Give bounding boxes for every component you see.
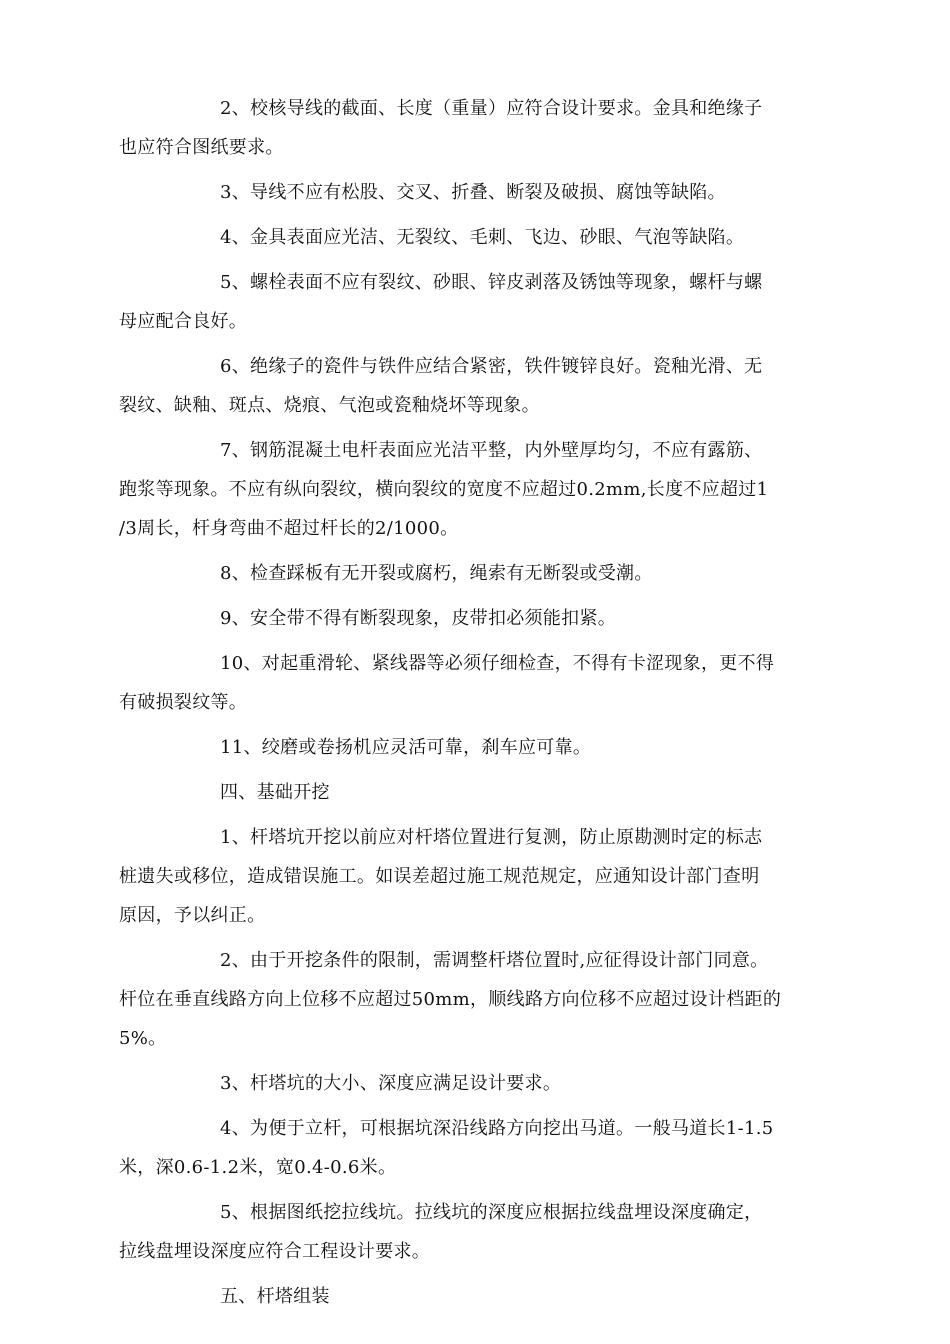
paragraph-item-10-pulley (119, 644, 839, 722)
paragraph-line: 3、杆塔坑的大小、深度应满足设计要求。 (220, 1073, 562, 1094)
paragraph-excavation-4-ramp (119, 1109, 839, 1187)
paragraph-line: 有破损裂纹等。 (119, 692, 248, 713)
paragraph-item-7-concrete-pole (119, 431, 839, 548)
paragraph-line: 5、螺栓表面不应有裂纹、砂眼、锌皮剥落及锈蚀等现象，螺杆与螺 (220, 272, 763, 293)
paragraph-line: 8、检查踩板有无开裂或腐朽，绳索有无断裂或受潮。 (220, 563, 653, 584)
paragraph-excavation-5-guy-pit (119, 1193, 839, 1271)
paragraph-item-9-safety-belt (119, 599, 839, 638)
section-heading-foundation-excavation (119, 773, 839, 812)
paragraph-item-11-winch (119, 728, 839, 767)
paragraph-line: 11、绞磨或卷扬机应灵活可靠，刹车应可靠。 (220, 737, 592, 758)
paragraph-line: 2、校核导线的截面、长度（重量）应符合设计要求。金具和绝缘子 (220, 98, 763, 119)
paragraph-line: 10、对起重滑轮、紧线器等必须仔细检查，不得有卡涩现象，更不得 (220, 653, 775, 674)
paragraph-line: 桩遗失或移位，造成错误施工。如误差超过施工规范规定，应通知设计部门查明 (119, 866, 760, 887)
paragraph-line: 杆位在垂直线路方向上位移不应超过50mm，顺线路方向位移不应超过设计档距的 (119, 989, 782, 1010)
paragraph-line: 2、由于开挖条件的限制，需调整杆塔位置时,应征得设计部门同意。 (220, 950, 769, 971)
section-heading-text: 四、基础开挖 (220, 782, 330, 803)
paragraph-line: /3周长，杆身弯曲不超过杆长的2/1000。 (119, 518, 459, 539)
paragraph-line: 5%。 (119, 1028, 167, 1049)
paragraph-line: 7、钢筋混凝土电杆表面应光洁平整，内外壁厚均匀，不应有露筋、 (220, 440, 763, 461)
paragraph-item-2-check-conductor (119, 89, 839, 167)
paragraph-line: 原因，予以纠正。 (119, 905, 266, 926)
paragraph-item-3-conductor-defects (119, 173, 839, 212)
paragraph-line: 9、安全带不得有断裂现象，皮带扣必须能扣紧。 (220, 608, 617, 629)
paragraph-item-5-bolt-surface (119, 263, 839, 341)
paragraph-line: 5、根据图纸挖拉线坑。拉线坑的深度应根据拉线盘埋设深度确定， (220, 1202, 763, 1223)
paragraph-line: 跑浆等现象。不应有纵向裂纹，横向裂纹的宽度不应超过0.2mm,长度不应超过1 (119, 479, 769, 500)
paragraph-line: 母应配合良好。 (119, 311, 248, 332)
section-heading-tower-assembly (119, 1277, 839, 1316)
paragraph-line: 拉线盘埋设深度应符合工程设计要求。 (119, 1241, 431, 1262)
paragraph-line: 4、金具表面应光洁、无裂纹、毛刺、飞边、砂眼、气泡等缺陷。 (220, 227, 745, 248)
paragraph-excavation-3-pit-size (119, 1064, 839, 1103)
paragraph-line: 4、为便于立杆，可根据坑深沿线路方向挖出马道。一般马道长1-1.5 (220, 1118, 774, 1139)
paragraph-line: 1、杆塔坑开挖以前应对杆塔位置进行复测，防止原勘测时定的标志 (220, 827, 763, 848)
paragraph-excavation-2-position-adjust (119, 941, 839, 1058)
paragraph-item-4-fittings-surface (119, 218, 839, 257)
paragraph-line: 6、绝缘子的瓷件与铁件应结合紧密，铁件镀锌良好。瓷釉光滑、无 (220, 356, 763, 377)
document-body (119, 89, 839, 1322)
paragraph-excavation-1-resurvey (119, 818, 839, 935)
paragraph-line: 也应符合图纸要求。 (119, 137, 284, 158)
paragraph-item-6-insulator (119, 347, 839, 425)
section-heading-text: 五、杆塔组装 (220, 1286, 330, 1307)
paragraph-line: 3、导线不应有松股、交叉、折叠、断裂及破损、腐蚀等缺陷。 (220, 182, 726, 203)
paragraph-line: 裂纹、缺釉、斑点、烧痕、气泡或瓷釉烧坏等现象。 (119, 395, 540, 416)
paragraph-item-8-step-board (119, 554, 839, 593)
paragraph-line: 米，深0.6-1.2米，宽0.4-0.6米。 (119, 1157, 397, 1178)
